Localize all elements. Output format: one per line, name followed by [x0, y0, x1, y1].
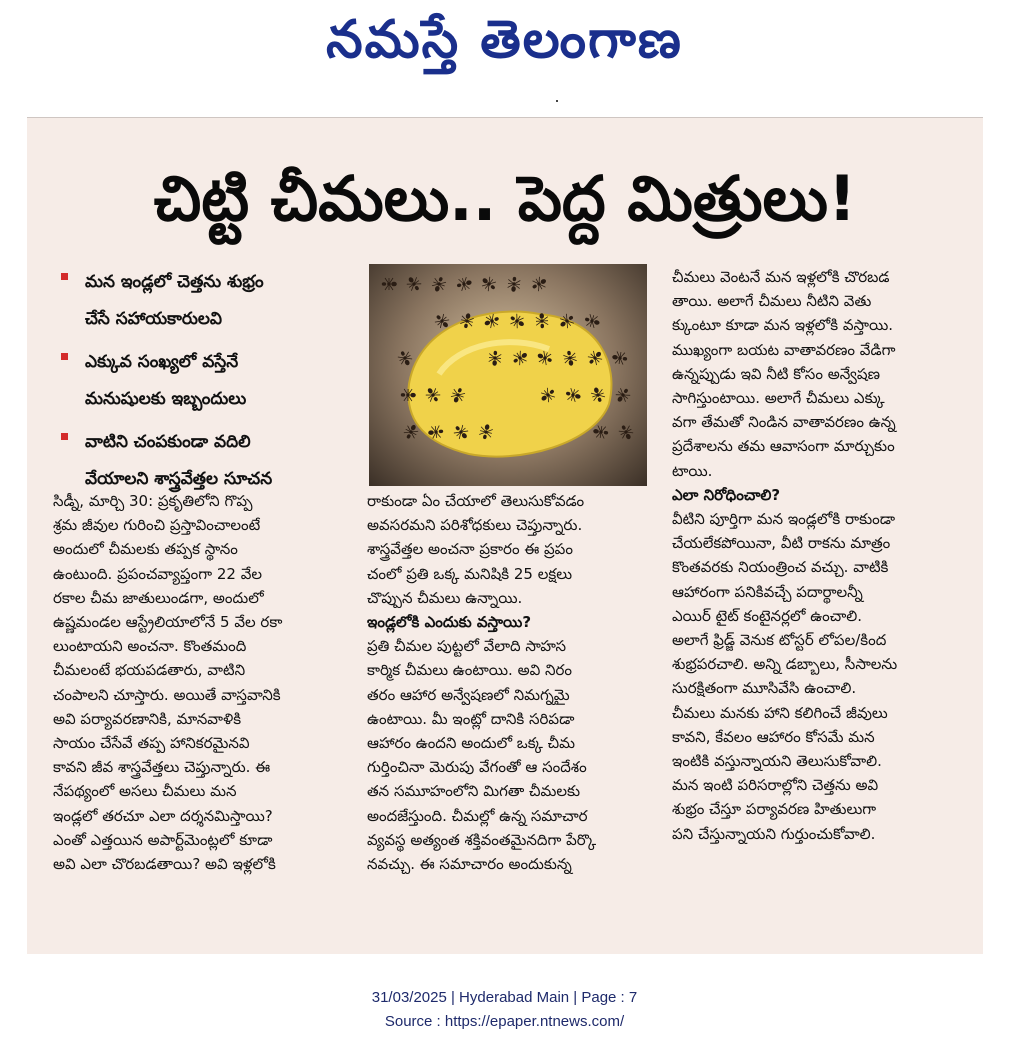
article-text-line: చీమలంటే భయపడతారు, వాటిని: [53, 661, 246, 680]
bullet-square-icon: [61, 273, 68, 280]
article-text-line: శుభ్రపరచాలి. అన్ని డబ్బాలు, సీసాలను: [672, 655, 898, 674]
article-text-line: చంలో ప్రతి ఒక్క మనిషికి 25 లక్షలు: [367, 564, 573, 583]
article-headline: చిట్టి చీమలు.. పెద్ద మిత్రులు!: [153, 162, 857, 235]
article-text-line: మన ఇంటి పరిసరాల్లోని చెత్తను అవి: [672, 776, 879, 795]
article-text-line: తన సమూహంలోని మిగతా చీమలకు: [367, 782, 581, 801]
article-text-line: వ్యవస్థ అత్యంత శక్తివంతమైనదిగా పేర్కొ: [367, 830, 597, 849]
article-text-line: కార్మిక చీమలు ఉంటాయి. అవి నిరం: [367, 661, 573, 680]
article-text-line: ఆహారం ఉందని అందులో ఒక్క చీమ: [367, 734, 575, 753]
article-text-line: అందజేస్తుంది. చీమల్లో ఉన్న సమాచార: [367, 806, 588, 825]
article-text-line: లుంటాయని అంచనా. కొంతమంది: [53, 637, 247, 656]
ant-shape: [479, 274, 498, 293]
article-text-line: అందులో చీమలకు తప్పక స్థానం: [53, 540, 238, 559]
highlight-item: [57, 264, 357, 338]
ant-shape: [382, 278, 397, 290]
article-text-line: శుభ్రం చేస్తూ పర్యావరణ హితులుగా: [672, 800, 877, 819]
bullet-square-icon: [61, 353, 68, 360]
highlight-line: ఎక్కువ సంఖ్యలో వస్తేనే: [85, 352, 239, 372]
article-text-line: అవసరమని పరిశోధకులు చెప్తున్నారు.: [367, 516, 583, 535]
ant-shape: [431, 275, 447, 293]
highlight-line: మన ఇండ్లలో చెత్తను శుభ్రం: [85, 272, 264, 292]
news-clipping: [27, 117, 983, 954]
article-text-line: ఉంటాయి. మీ ఇంట్లో దానికి సరిపడా: [367, 709, 575, 728]
article-text-line: ఎంతో ఎత్తయిన అపార్ట్‌మెంట్లలో కూడా: [53, 830, 273, 849]
ant-shape: [617, 423, 635, 442]
highlight-points: [57, 264, 357, 504]
article-text-line: ఉన్నప్పుడు ఇవి నీటి కోసం అన్వేషణ: [672, 364, 881, 383]
article-text-line: అలాగే ఫ్రిడ్జ్ వెనుక టోస్టర్ లోపల/కింద: [672, 631, 887, 650]
article-column-2: [367, 489, 657, 876]
masthead-title: నమస్తే తెలంగాణ: [326, 9, 683, 70]
article-text-line: ఇండ్లలో తరచూ ఎలా దర్శనమిస్తాయి?: [53, 806, 273, 825]
article-text-line: కావని జీవ శాస్త్రవేత్తలు చెప్తున్నారు. ఈ: [53, 758, 271, 777]
article-text-line: ఎయిర్ టైట్ కంటైనర్లలో ఉంచాలి.: [672, 606, 863, 625]
highlight-line: వేయాలని శాస్త్రవేత్తల సూచన: [85, 469, 273, 489]
article-text-line: తరం ఆహార అన్వేషణలో నిమగ్నమై: [367, 685, 570, 704]
article-text-line: సాగిస్తుంటాయి. అలాగే చీమలు ఎక్కు: [672, 389, 885, 408]
article-text-line: ఉంటుంది. ప్రపంచవ్యాప్తంగా 22 వేల: [53, 564, 263, 583]
highlight-line: వాటిని చంపకుండా వదిలి: [85, 432, 251, 452]
article-text-line: ఉష్ణమండల ఆస్ట్రేలియాలోనే 5 వేల రకా: [53, 613, 283, 632]
ant-shape: [583, 313, 601, 329]
article-text-line: టాయి.: [672, 461, 713, 480]
article-text-line: చీమలు మనకు హాని కలిగించే జీవులు: [672, 703, 888, 722]
ant-shape: [507, 276, 520, 292]
article-column-3: [672, 265, 972, 846]
ant-shape: [611, 351, 628, 365]
section-subheading: ఇండ్లలోకి ఎందుకు వస్తాయి?: [367, 613, 532, 632]
article-text-line: చొప్పున చీమలు ఉన్నాయి.: [367, 588, 523, 607]
article-text-line: సాయం చేసేవే తప్ప హానికరమైనవి: [53, 734, 250, 753]
article-text-line: రాకుండా ఏం చేయాలో తెలుసుకోవడం: [367, 492, 585, 510]
article-text-line: వీటిని పూర్తిగా మన ఇండ్లలోకి రాకుండా: [672, 510, 896, 529]
article-text-line: శ్రమ జీవుల గురించి ప్రస్తావించాలంటే: [53, 516, 261, 535]
article-text-line: నేపథ్యంలో అసలు చీమలు మన: [53, 782, 237, 801]
article-text-line: కొంతవరకు నియంత్రించ వచ్చు. వాటికి: [672, 558, 889, 577]
section-subheading: ఎలా నిరోధించాలి?: [672, 485, 781, 504]
article-text-line: ఇంటికి వస్తున్నాయని తెలుసుకోవాలి.: [672, 752, 882, 771]
article-text-line: ముఖ్యంగా బయట వాతావరణం వేడిగా: [672, 340, 896, 359]
article-text-line: ఆహారంగా పనికివచ్చే పదార్థాలన్నీ: [672, 582, 863, 601]
ant-shape: [455, 276, 473, 291]
bullet-square-icon: [61, 433, 68, 440]
article-text-line: పని చేస్తున్నాయని గుర్తుంచుకోవాలి.: [672, 824, 876, 843]
ants-photo: [369, 264, 647, 486]
footer-edition-info: 31/03/2025 | Hyderabad Main | Page : 7: [371, 989, 638, 1006]
article-text-line: చీమలు వెంటనే మన ఇళ్లలోకి చొరబడ: [672, 268, 890, 286]
ants-on-fruit-illustration: [369, 264, 647, 486]
masthead-dot: [556, 100, 558, 102]
article-text-line: చంపాలని చూస్తారు. అయితే వాస్తవానికి: [53, 685, 281, 704]
article-text-line: శాస్త్రవేత్తల అంచనా ప్రకారం ఈ ప్రపం: [367, 540, 573, 559]
ant-shape: [614, 386, 633, 405]
footer-source: Source : https://epaper.ntnews.com/: [384, 1013, 625, 1030]
article-text-line: చేయలేకపోయినా, వీటి రాకను మాత్రం: [672, 534, 891, 553]
article-text-line: కావని, కేవలం ఆహారం కోసమే మన: [672, 727, 875, 746]
article-text-line: సిడ్నీ, మార్చి 30: ప్రకృతిలోని గొప్ప: [53, 492, 253, 510]
article-text-line: అవి ఎలా చొరబడతాయి? అవి ఇళ్లలోకి: [53, 855, 276, 874]
article-text-line: రకాల చీమ జాతులుండగా, అందులో: [53, 588, 264, 607]
article-text-line: తాయి. అలాగే చీమలు నీటిని వెతు: [672, 292, 872, 311]
article-text-line: ప్రతి చీమల పుట్టలో వేలాది సాహస: [367, 637, 566, 656]
article-text-line: నవచ్చు. ఈ సమాచారం అందుకున్న: [367, 855, 572, 874]
ant-shape: [530, 275, 549, 293]
article-text-line: వగా తేమతో నిండిన వాతావరణం ఉన్న: [672, 413, 896, 432]
article-text-line: ప్రదేశాలను తమ ఆవాసంగా మార్చుకుం: [672, 437, 895, 456]
article-text-line: అవి పర్యావరణానికి, మానవాళికి: [53, 709, 242, 728]
article-text-line: గుర్తించినా మెరుపు వేగంతో ఆ సందేశం: [367, 758, 587, 777]
article-column-1: [53, 489, 363, 876]
ant-shape: [405, 274, 423, 293]
article-text-line: క్కుంటూ కూడా మన ఇళ్లలోకి వస్తాయి.: [672, 316, 894, 335]
highlight-item: [57, 424, 357, 498]
ant-shape: [592, 425, 609, 439]
highlight-line: మనుషులకు ఇబ్బందులు: [85, 389, 247, 409]
page-footer: [0, 986, 1009, 1034]
highlight-line: చేసే సహాయకారులవి: [85, 309, 222, 329]
highlight-item: [57, 344, 357, 418]
article-text-line: సురక్షితంగా మూసివేసి ఉంచాలి.: [672, 679, 857, 698]
ant-shape: [396, 349, 413, 368]
